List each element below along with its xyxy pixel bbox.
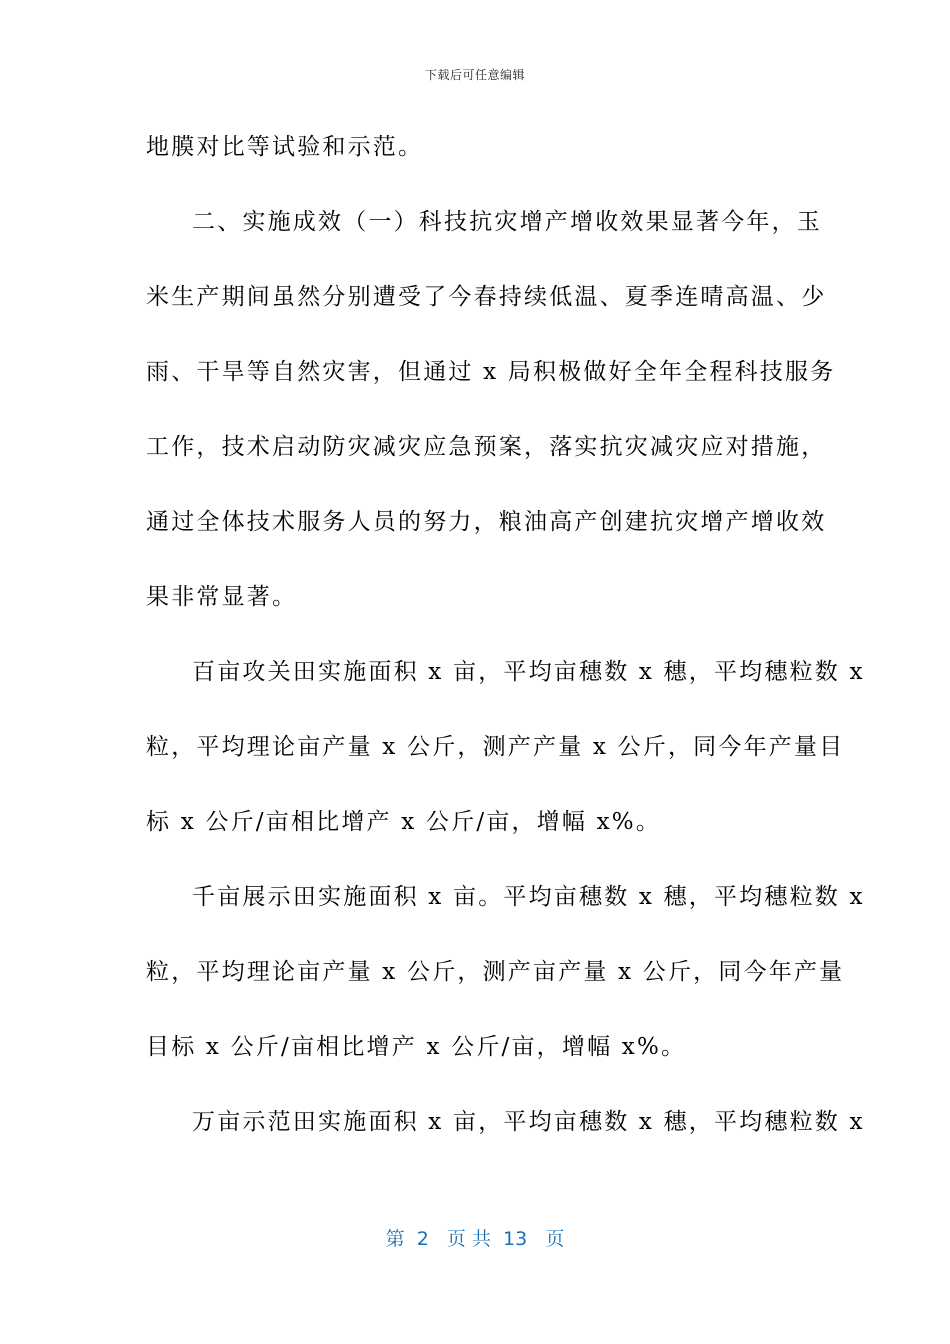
paragraph-line: 通过全体技术服务人员的努力，粮油高产创建抗灾增产增收效 bbox=[146, 509, 827, 535]
paragraph-line: 米生产期间虽然分别遭受了今春持续低温、夏季连晴高温、少 bbox=[146, 284, 827, 310]
paragraph-line: 雨、干旱等自然灾害，但通过 x 局积极做好全年全程科技服务 bbox=[146, 359, 836, 385]
paragraph-line: 目标 x 公斤/亩相比增产 x 公斤/亩，增幅 x%。 bbox=[146, 1034, 687, 1060]
paragraph-line: 标 x 公斤/亩相比增产 x 公斤/亩，增幅 x%。 bbox=[146, 809, 662, 835]
header-note: 下载后可任意编辑 bbox=[424, 68, 525, 82]
page-number-footer: 第 2 页 共 13 页 bbox=[385, 1228, 565, 1250]
paragraph-line: 百亩攻关田实施面积 x 亩，平均亩穗数 x 穗，平均穗粒数 x bbox=[192, 659, 865, 685]
paragraph-line: 二、实施成效（一）科技抗灾增产增收效果显著今年，玉 bbox=[192, 209, 822, 235]
paragraph-line: 万亩示范田实施面积 x 亩，平均亩穗数 x 穗，平均穗粒数 x bbox=[192, 1109, 865, 1135]
paragraph-line: 果非常显著。 bbox=[146, 584, 298, 610]
document-body bbox=[146, 117, 865, 1167]
paragraph-line: 粒，平均理论亩产量 x 公斤，测产产量 x 公斤，同今年产量目 bbox=[146, 734, 845, 760]
paragraph-line: 粒，平均理论亩产量 x 公斤，测产亩产量 x 公斤，同今年产量 bbox=[146, 959, 845, 985]
paragraph-line: 千亩展示田实施面积 x 亩。平均亩穗数 x 穗，平均穗粒数 x bbox=[192, 884, 865, 910]
paragraph-line: 地膜对比等试验和示范。 bbox=[146, 134, 424, 160]
paragraph-line: 工作，技术启动防灾减灾应急预案，落实抗灾减灾应对措施， bbox=[146, 434, 827, 460]
